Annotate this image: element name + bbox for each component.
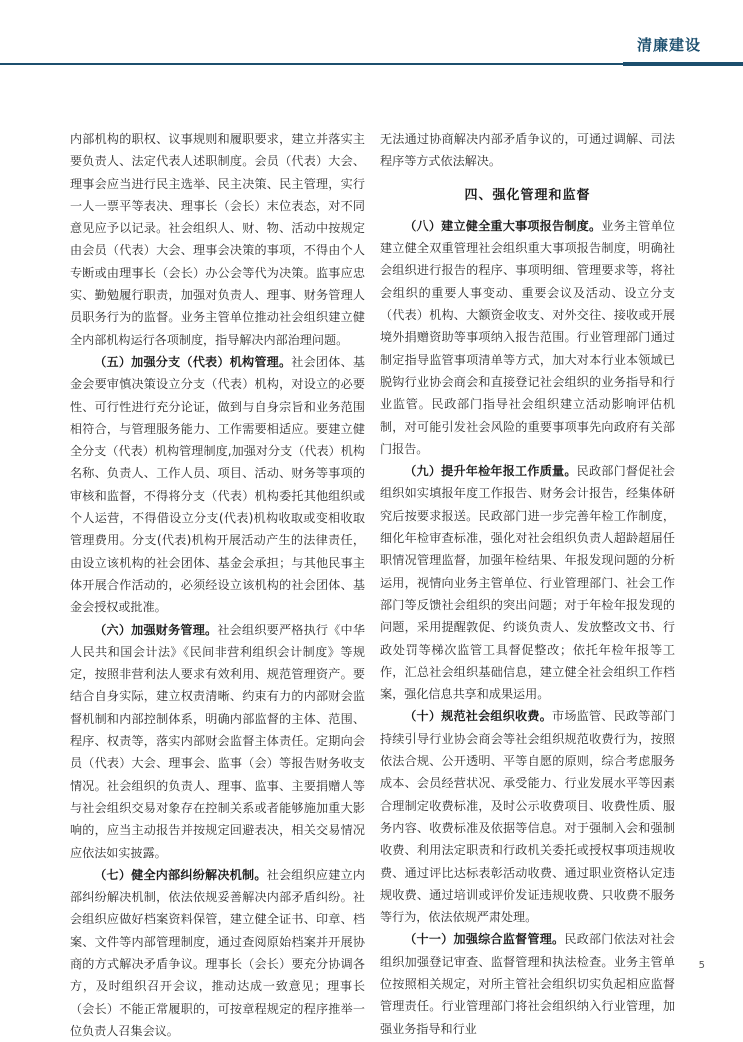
paragraph bbox=[70, 619, 365, 864]
paragraph bbox=[70, 864, 365, 1042]
paragraph bbox=[380, 928, 675, 1039]
section-heading: 四、强化管理和监督 bbox=[464, 187, 591, 203]
paragraph-body: 社会团体、基金会要审慎决策设立分支（代表）机构，对设立的必要性、可行性进行充分论证，做到与自身宗旨和业务范围相符合，与管理服务能力、工作需要相适应。要建立健全分支（代表）机构管理制度,加强对分支（代表）机构名称、负责人、工作人员、项目、活动、财务等事项的审核和监督，不得将分支（代表）机构委托其他组织或个人运营，不得借设立分支(代表)机构收取或变相收取管理费用。分支(代表)机构开展活动产生的法律责任，由设立该机构的社会团体、基金会承担；与其他民事主体开展合作活动的，必须经设立该机构的社会团体、基金会授权或批准。 bbox=[70, 354, 365, 615]
paragraph: 无法通过协商解决内部矛盾争议的，可通过调解、司法程序等方式依法解决。 bbox=[380, 132, 675, 169]
paragraph-body: 市场监管、民政等部门持续引导行业协会商会等社会组织规范收费行为，按照依法合规、公开透明、平等自愿的原则，综合考虑服务成本、会员经营状况、承受能力、行业发展水平等因素合理制定收费标准，及时公示收费项目、收费性质、服务内容、收费标准及依据等信息。对于强制入会和强制收费、利用法定职责和行政机关委托或授权事项违规收费、通过评比达标表彰活动收费、通过职业资格认定违规收费、通过培训或评价发证违规收费、只收费不服务等行为，依法依规严肃处理。 bbox=[380, 709, 675, 925]
paragraph-lead: （六）加强财务管理。 bbox=[94, 622, 218, 637]
paragraph-lead: （十一）加强综合监督管理。 bbox=[404, 932, 565, 947]
paragraph-lead: （九）提升年检年报工作质量。 bbox=[404, 464, 577, 479]
paragraph-body: 业务主管单位建立健全双重管理社会组织重大事项报告制度，明确社会组织进行报告的程序、事项明细、管理要求等，将社会组织的重要人事变动、重要会议及活动、设立分支（代表）机构、大额资金收支、对外交往、接收或开展境外捐赠资助等事项纳入报告范围。行业管理部门通过制定指导监管事项清单等方式，加大对本行业本领域已脱钩行业协会商会和直接登记社会组织的业务指导和行业监管。民政部门指导社会组织建立活动影响评估机制，对可能引发社会风险的重要事项事先向政府有关部门报告。 bbox=[380, 218, 675, 456]
header-title: 清廉建设 bbox=[636, 36, 701, 54]
paragraph-lead: （五）加强分支（代表）机构管理。 bbox=[94, 354, 292, 369]
left-column bbox=[70, 128, 365, 1042]
paragraph-body: 民政部门督促社会组织如实填报年度工作报告、财务会计报告，经集体研究后按要求报送。民政部门进一步完善年检工作制度，细化年检审查标准，强化对社会组织负责人超龄超届任职情况管理监督，加强年检结果、年报发现问题的分析运用，视情向业务主管单位、行业管理部门、社会工作部门等反馈社会组织的突出问题；对于年检年报发现的问题，采用提醒敦促、约谈负责人、发放整改文书、行政处罚等梯次监管工具督促整改；依托年检年报等工作，汇总社会组织基础信息，建立健全社会组织工作档案，强化信息共享和成果运用。 bbox=[380, 464, 675, 702]
paragraph-lead: （十）规范社会组织收费。 bbox=[404, 709, 553, 724]
paragraph-lead: （七）健全内部纠纷解决机制。 bbox=[94, 867, 267, 882]
right-column bbox=[380, 128, 675, 1040]
paragraph-body: 民政部门依法对社会组织加强登记审查、监督管理和执法检查。业务主管单位按照相关规定，对所主管社会组织切实负起相应监督管理责任。行业管理部门将社会组织纳入行业管理，加强业务指导和行业 bbox=[380, 932, 675, 1036]
paragraph bbox=[380, 215, 675, 460]
paragraph-lead: （八）建立健全重大事项报告制度。 bbox=[404, 218, 602, 233]
paragraph: 内部机构的职权、议事规则和履职要求，建立并落实主要负责人、法定代表人述职制度。会员（代表）大会、理事会应当进行民主选举、民主决策、民主管理，实行一人一票平等表决、理事长（会长）末位表态，对不同意见应予以记录。社会组织人、财、物、活动中按规定由会员（代表）大会、理事会决策的事项，不得由个人专断或由理事长（会长）办公会等代为决策。监事应忠实、勤勉履行职责，加强对负责人、理事、财务管理人员职务行为的监督。业务主管单位推动社会组织建立健全内部机构运行各项制度，指导解决内部治理问题。 bbox=[70, 132, 365, 347]
paragraph bbox=[380, 460, 675, 705]
paragraph bbox=[70, 351, 365, 619]
paragraph bbox=[380, 705, 675, 928]
paragraph-body: 社会组织应建立内部纠纷解决机制，依法依规妥善解决内部矛盾纠纷。社会组织应做好档案资料保管，建立健全证书、印章、档案、文件等内部管理制度，通过查阅原始档案并开展协商的方式解决矛盾争议。理事长（会长）要充分协调各方，及时组织召开会议，推动达成一致意见；理事长（会长）不能正常履职的，可按章程规定的程序推举一位负责人召集会议。 bbox=[70, 867, 365, 1038]
page-number: 5 bbox=[698, 960, 705, 971]
header-divider-accent bbox=[623, 62, 743, 66]
paragraph-body: 社会组织要严格执行《中华人民共和国会计法》《民间非营利组织会计制度》等规定，按照非营利法人要求有效利用、规范管理资产。要结合自身实际，建立权责清晰、约束有力的内部财会监督机制和内部控制体系，明确内部监督的主体、范围、程序、权责等，落实内部财会监督主体责任。定期向会员（代表）大会、理事会、监事（会）等报告财务收支情况。社会组织的负责人、理事、监事、主要捐赠人等与社会组织交易对象存在控制关系或者能够施加重大影响的，应当主动报告并按规定回避表决，相关交易情况应依法如实披露。 bbox=[70, 622, 365, 860]
